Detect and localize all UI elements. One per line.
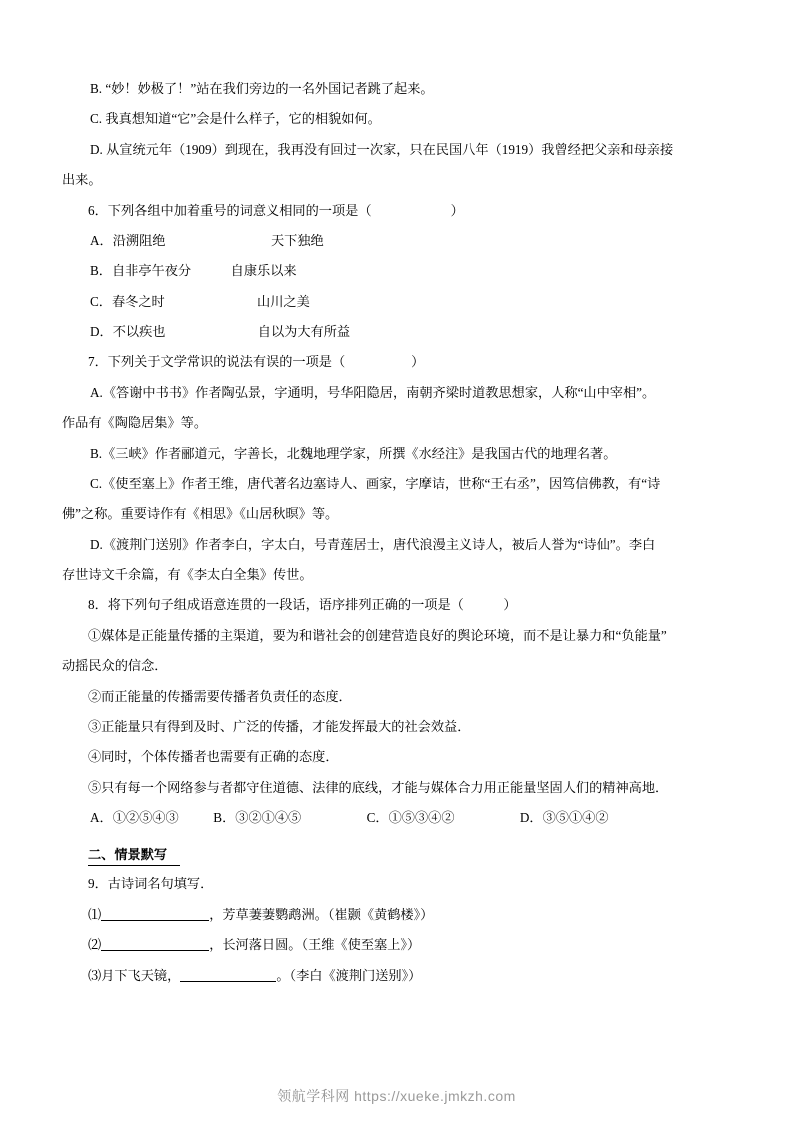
fill-blank-item [62, 934, 731, 955]
item-number: ⑶ [88, 967, 102, 983]
question-stem: 9．古诗词名句填写． [88, 876, 214, 892]
site-url: https://xueke.jmkzh.com [354, 1088, 516, 1104]
option-continuation: 出来。 [62, 172, 102, 188]
option-line: A.《答谢中书书》作者陶弘景，字通明，号华阳隐居，南朝齐梁时道教思想家，人称“山中宰相”。 [90, 384, 656, 400]
site-brand: 领航学科网 [277, 1088, 350, 1104]
option-line: C．春冬之时 山川之美 [90, 293, 310, 309]
question-stem: 6．下列各组中加着重号的词意义相同的一项是（ ） [88, 202, 464, 218]
item-text: ，长河落日圆。（王维《使至塞上》） [209, 937, 421, 953]
item-text: ，芳草萋萋鹦鹉洲。（崔颢《黄鹤楼》） [209, 906, 434, 922]
item-number: ⑵ [88, 937, 102, 953]
fill-blank-item [62, 904, 731, 925]
option-line: C. 我真想知道“它”会是什么样子，它的相貌如何。 [90, 111, 381, 127]
question-block-5 [62, 78, 731, 191]
option-line: B．自非亭午夜分 自康乐以来 [90, 263, 297, 279]
choice-a: A．①②⑤④③ [90, 810, 179, 825]
option-continuation: 佛”之称。重要诗作有《相思》《山居秋暝》等。 [62, 506, 339, 522]
choice-b: B．③②①④⑤ [213, 810, 302, 825]
option-line: A．沿溯阻绝 天下独绝 [90, 232, 324, 248]
section-heading: 二、情景默写 [62, 844, 731, 863]
question-stem: 7．下列关于文学常识的说法有误的一项是（ ） [88, 354, 425, 370]
choice-row [62, 807, 731, 828]
answer-blank [101, 937, 209, 951]
option-line: B. “妙！妙极了！”站在我们旁边的一名外国记者跳了起来。 [90, 81, 434, 96]
option-line: D．不以疾也 自以为大有所益 [90, 324, 351, 339]
option-line: C.《使至塞上》作者王维，唐代著名边塞诗人、画家，字摩诘，世称“王右丞”，因笃信佛教，有“诗 [90, 475, 661, 491]
choice-d: D．③⑤①④② [519, 810, 609, 825]
option-line: D.《渡荆门送别》作者李白，字太白，号青莲居士，唐代浪漫主义诗人，被后人誉为“诗仙”。李白 [90, 536, 656, 552]
question-block-6 [62, 200, 731, 343]
item-pretext: 月下飞天镜， [101, 967, 181, 983]
choice-c: C．①⑤③④② [366, 810, 455, 825]
item-text: 。（李白《渡荆门送别》） [276, 967, 422, 983]
option-line: D. 从宣统元年（1909）到现在，我再没有回过一次家，只在民国八年（1919）我曾经把父亲和母亲接 [90, 141, 674, 157]
sentence-item: ④同时，个体传播者也需要有正确的态度． [88, 749, 339, 765]
option-continuation: 作品有《陶隐居集》等。 [62, 415, 208, 431]
answer-blank [101, 907, 209, 921]
page-footer [0, 1086, 793, 1106]
sentence-item: ③正能量只有得到及时、广泛的传播，才能发挥最大的社会效益． [88, 718, 471, 734]
question-block-7 [62, 351, 731, 585]
option-line: B.《三峡》作者郦道元，字善长，北魏地理学家，所撰《水经注》是我国古代的地理名著。 [90, 445, 617, 461]
question-stem: 8．将下列句子组成语意连贯的一段话，语序排列正确的一项是（ ） [88, 597, 517, 613]
sentence-item: ②而正能量的传播需要传播者负责任的态度． [88, 688, 352, 704]
question-block-8 [62, 594, 731, 828]
option-continuation: 存世诗文千余篇，有《李太白全集》传世。 [62, 567, 313, 582]
answer-blank [180, 968, 276, 982]
item-number: ⑴ [88, 906, 102, 922]
sentence-item: ⑤只有每一个网络参与者都守住道德、法律的底线，才能与媒体合力用正能量坚固人们的精神高地． [88, 779, 669, 795]
sentence-continuation: 动摇民众的信念． [62, 658, 168, 674]
sentence-item: ①媒体是正能量传播的主渠道，要为和谐社会的创建营造良好的舆论环境，而不是让暴力和“负能量” [88, 627, 667, 643]
fill-blank-item [62, 965, 731, 986]
question-block-9 [62, 873, 731, 986]
